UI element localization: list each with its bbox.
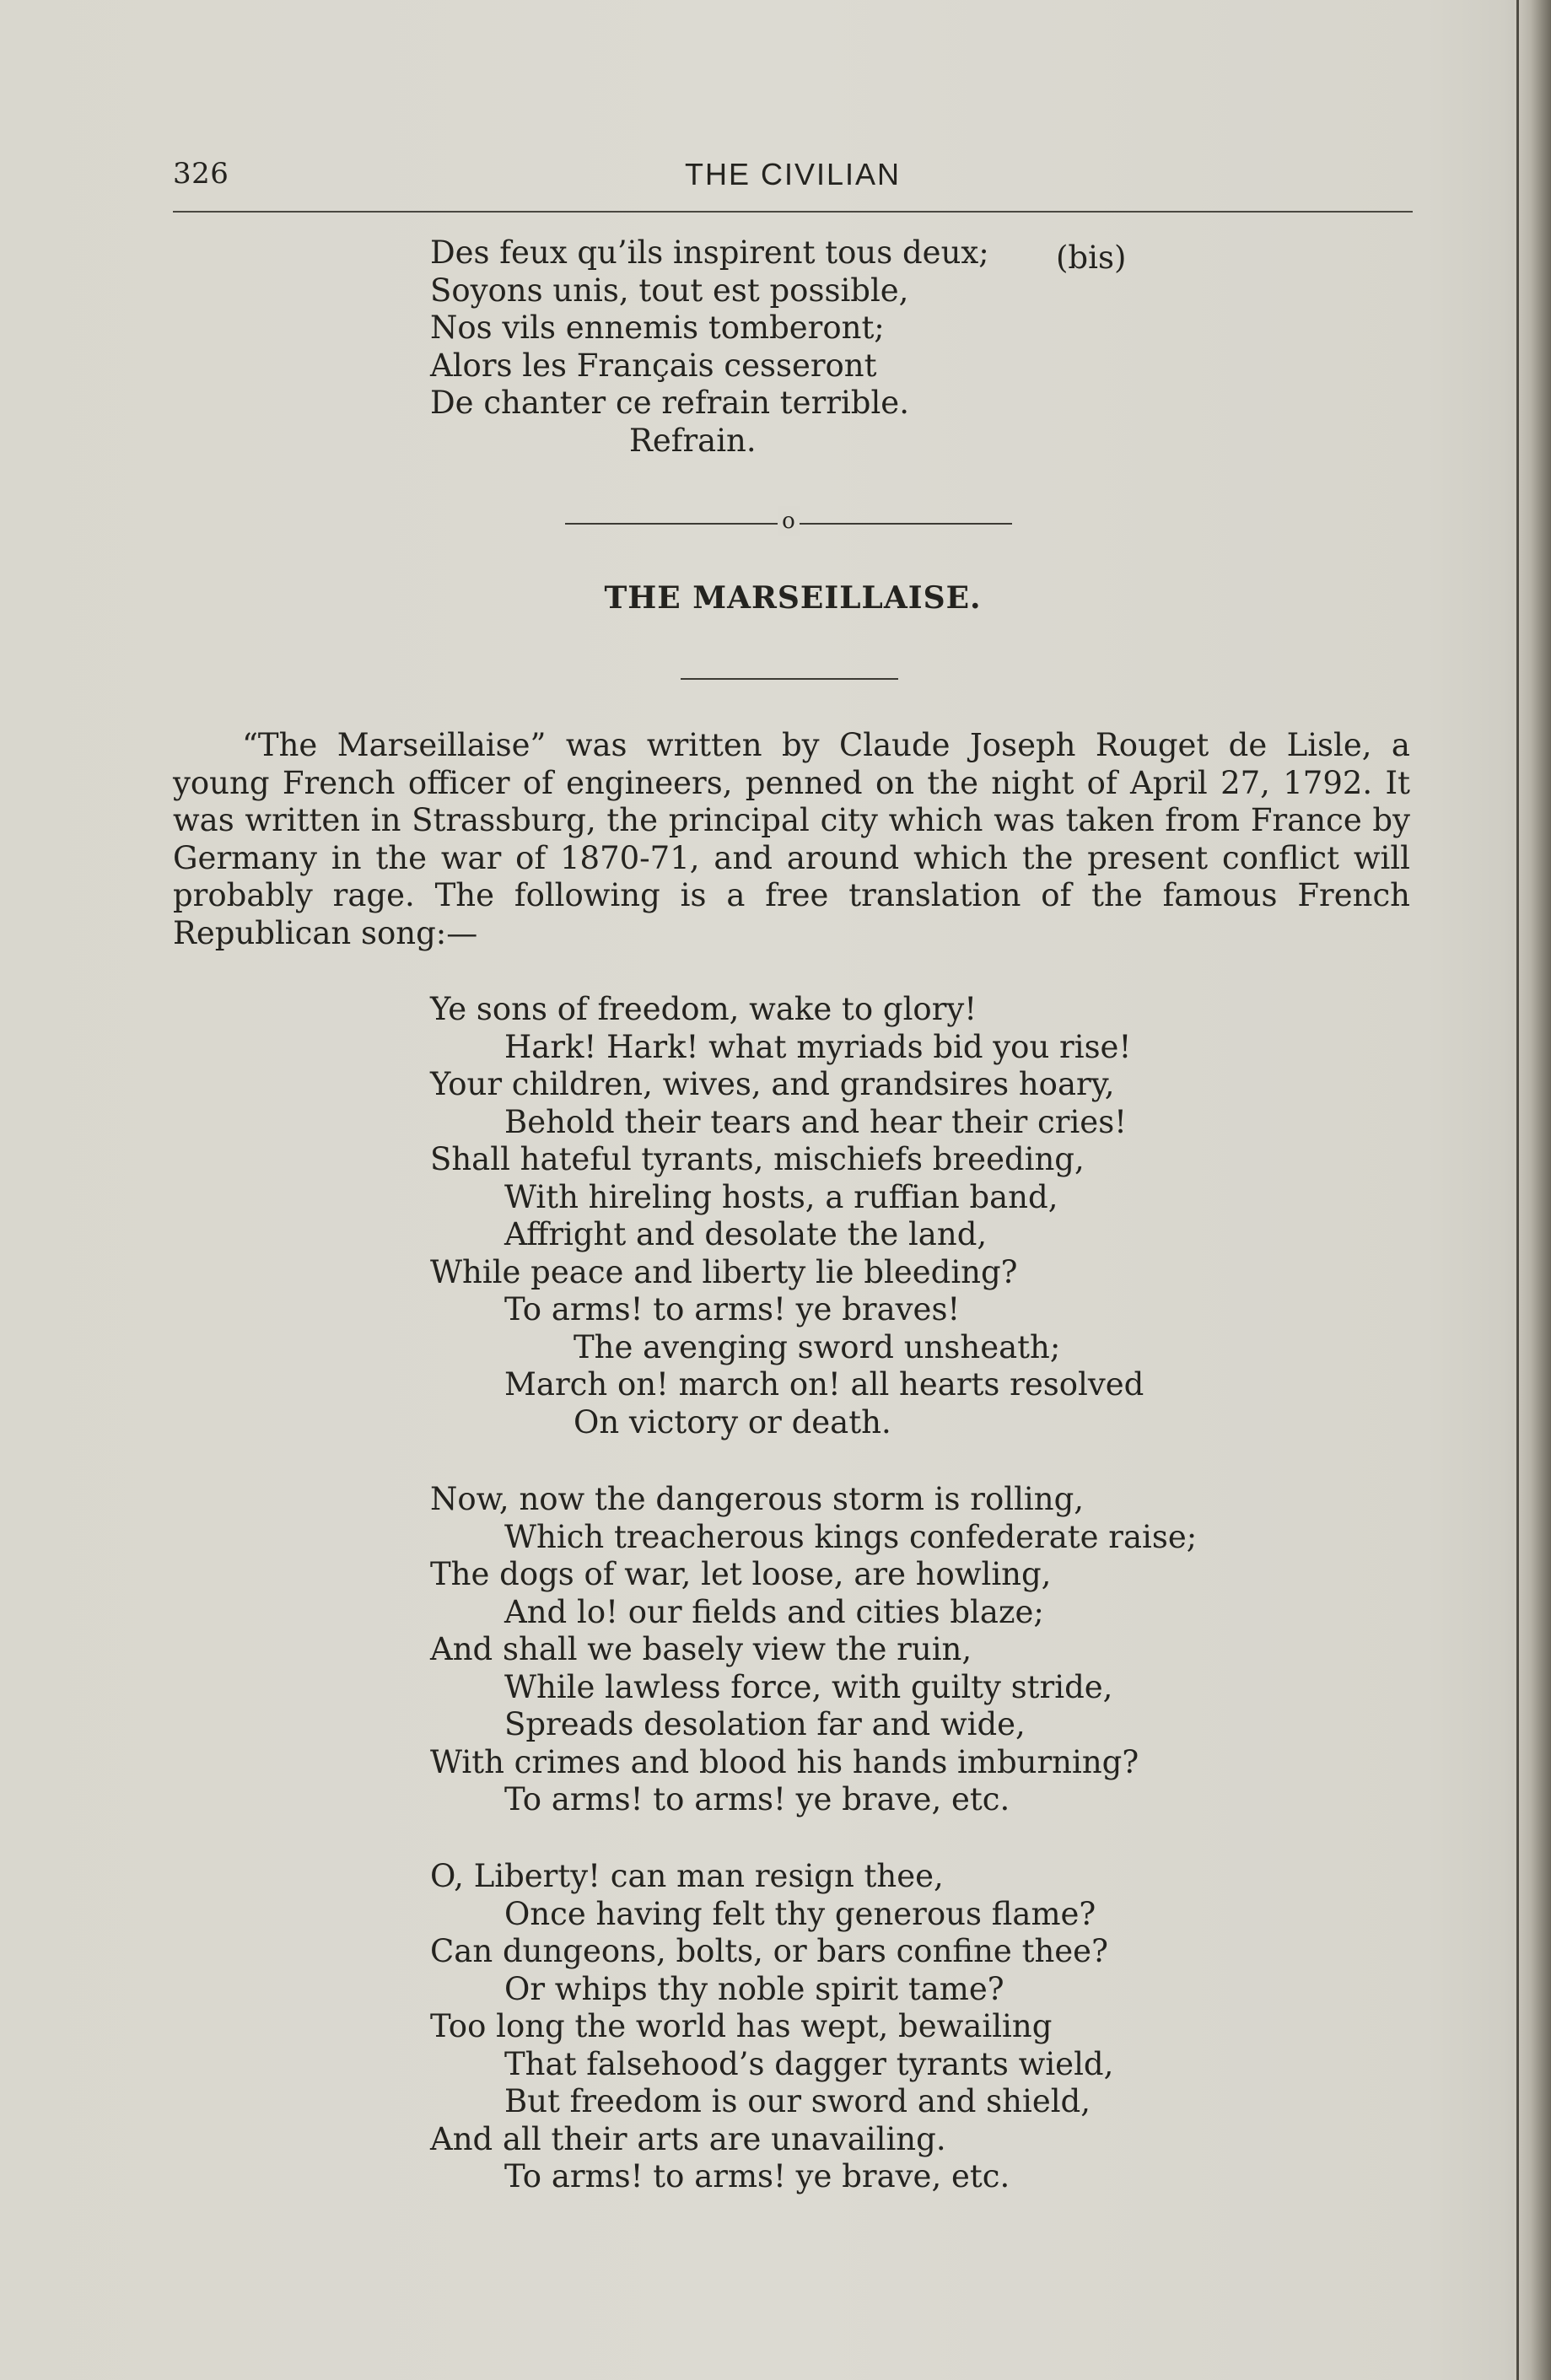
verse-line: Which treacherous kings confederate raise;	[504, 1518, 1198, 1555]
verse-line: Ye sons of freedom, wake to glory!	[430, 991, 977, 1027]
article-title: THE MARSEILLAISE.	[604, 580, 982, 616]
stanza-3	[430, 1858, 1113, 2196]
verse-line: Hark! Hark! what myriads bid you rise!	[504, 1028, 1132, 1065]
verse-line: Behold their tears and hear their cries!	[504, 1103, 1128, 1140]
verse-line: And all their arts are unavailing.	[430, 2120, 946, 2157]
verse-line: While lawless force, with guilty stride,	[504, 1668, 1113, 1705]
stanza-2	[430, 1481, 1197, 1819]
verse-line: To arms! to arms! ye braves!	[504, 1291, 961, 1327]
book-binding	[1514, 0, 1551, 2380]
verse-line: That falsehood’s dagger tyrants wield,	[504, 2045, 1114, 2082]
binding-edge	[1516, 0, 1519, 2380]
verse-line: To arms! to arms! ye brave, etc.	[504, 1781, 1010, 1817]
verse-line: Once having felt thy generous flame?	[504, 1895, 1096, 1932]
bis-marker: (bis)	[1056, 240, 1127, 276]
stanza-1	[430, 991, 1144, 1441]
verse-line: Affright and desolate the land,	[504, 1216, 988, 1252]
title-rule	[681, 678, 898, 680]
verse-line: The avenging sword unsheath;	[574, 1328, 1061, 1365]
verse-line: De chanter ce refrain terrible.	[430, 385, 909, 421]
verse-line: Your children, wives, and grandsires hoary,	[430, 1066, 1115, 1102]
verse-line: Soyons unis, tout est possible,	[430, 272, 909, 309]
intro-paragraph: “The Marseillaise” was written by Claude Joseph Rouget de Lisle, a young French officer of engineers, penned on the night of April 27, 1792. It was written in Strassburg, the principal city which was taken from France by Germany in the war of 1870-71, and around which the present conflict will probably rage. The following is a free translation of the famous French Republican song:—	[173, 727, 1410, 951]
verse-line: March on! march on! all hearts resolved	[504, 1366, 1144, 1403]
verse-line: Or whips thy noble spirit tame?	[504, 1970, 1004, 2007]
page-header	[173, 157, 1413, 194]
verse-line: Too long the world has wept, bewailing	[430, 2008, 1053, 2044]
header-rule	[173, 211, 1413, 213]
french-verse	[430, 234, 989, 460]
verse-line: Alors les Français cesseront	[430, 347, 877, 384]
verse-line: Nos vils ennemis tomberont;	[430, 310, 885, 346]
page-number: 326	[173, 157, 229, 191]
verse-line: And shall we basely view the ruin,	[430, 1631, 972, 1667]
verse-line: While peace and liberty lie bleeding?	[430, 1253, 1018, 1290]
verse-line: The dogs of war, let loose, are howling,	[430, 1556, 1052, 1592]
verse-line: To arms! to arms! ye brave, etc.	[504, 2158, 1010, 2194]
verse-line: Des feux qu’ils inspirent tous deux;	[430, 234, 989, 271]
article-intro	[173, 727, 1410, 952]
verse-line: Now, now the dangerous storm is rolling,	[430, 1481, 1085, 1517]
verse-line: And lo! our fields and cities blaze;	[504, 1593, 1044, 1630]
verse-line: With crimes and blood his hands imburning?	[430, 1743, 1139, 1780]
running-title: THE CIVILIAN	[684, 157, 902, 191]
verse-line: Spreads desolation far and wide,	[504, 1706, 1026, 1742]
refrain-label: Refrain.	[629, 422, 757, 459]
separator-mark: o	[778, 506, 800, 536]
verse-line: O, Liberty! can man resign thee,	[430, 1858, 944, 1894]
verse-line: Can dungeons, bolts, or bars confine thee?	[430, 1933, 1108, 1969]
verse-line: On victory or death.	[574, 1403, 891, 1440]
verse-line: But freedom is our sword and shield,	[504, 2083, 1091, 2119]
verse-line: Shall hateful tyrants, mischiefs breeding,	[430, 1141, 1085, 1177]
verse-line: With hireling hosts, a ruffian band,	[504, 1178, 1058, 1215]
